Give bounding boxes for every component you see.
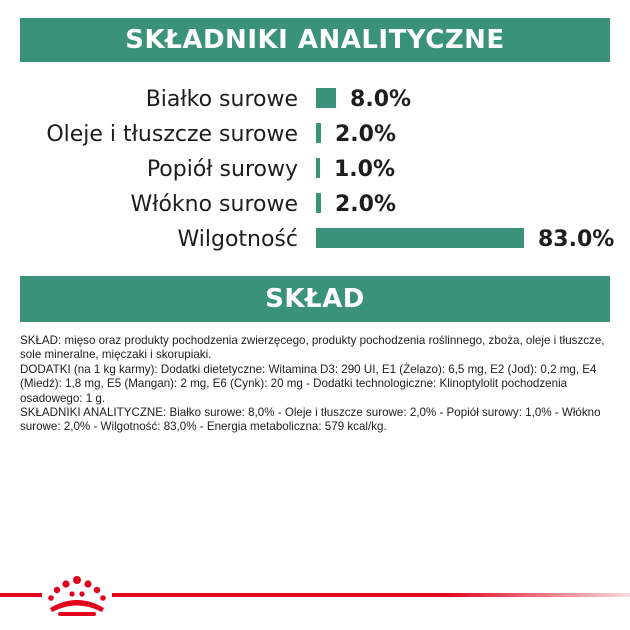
composition-paragraph-analytic: SKŁADNIKI ANALITYCZNE: Białko surowe: 8,0% - Oleje i tłuszcze surowe: 2,0% - Popiół surowy: 1,0% - Włókno surowe: 2,0% - Wilgotność: 83,0% - Energia metaboliczna: 579 kcal/kg. — [20, 406, 601, 434]
composition-text — [20, 334, 615, 435]
bar — [316, 193, 321, 213]
category-label: Białko surowe — [145, 87, 298, 112]
category-label: Wilgotność — [177, 227, 298, 252]
bar — [316, 123, 321, 143]
composition-banner — [20, 276, 610, 322]
bar — [316, 158, 320, 178]
bar — [316, 88, 336, 108]
value-label: 1.0% — [334, 157, 396, 182]
composition-paragraph-ingredients: SKŁAD: mięso oraz produkty pochodzenia zwierzęcego, produkty pochodzenia roślinnego, zboża, oleje i tłuszcze, sole mineralne, mięczaki i skorupiaki. — [20, 334, 605, 362]
category-label: Popiół surowy — [146, 157, 298, 182]
composition-title: SKŁAD — [265, 284, 365, 314]
value-label: 83.0% — [538, 227, 615, 252]
bar — [316, 228, 524, 248]
royal-canin-crown-logo — [42, 572, 112, 620]
composition-paragraph-additives: DODATKI (na 1 kg karmy): Dodatki dietetyczne: Witamina D3: 290 UI, E1 (Żelazo): 6,5 mg, E2 (Jod): 0,2 mg, E4 (Miedź): 1,8 mg, E5 (Mangan): 2 mg, E6 (Cynk): 20 mg - Dodatki technologiczne: Klinoptylolit pochodzenia osadowego: 1 g. — [20, 362, 597, 405]
analytic-chart — [0, 70, 630, 260]
analytic-title: SKŁADNIKI ANALITYCZNE — [125, 25, 505, 55]
category-label: Włókno surowe — [130, 192, 298, 217]
value-label: 2.0% — [335, 192, 397, 217]
value-label: 8.0% — [350, 87, 412, 112]
value-label: 2.0% — [335, 122, 397, 147]
analytic-banner — [20, 18, 610, 62]
category-label: Oleje i tłuszcze surowe — [46, 122, 298, 147]
